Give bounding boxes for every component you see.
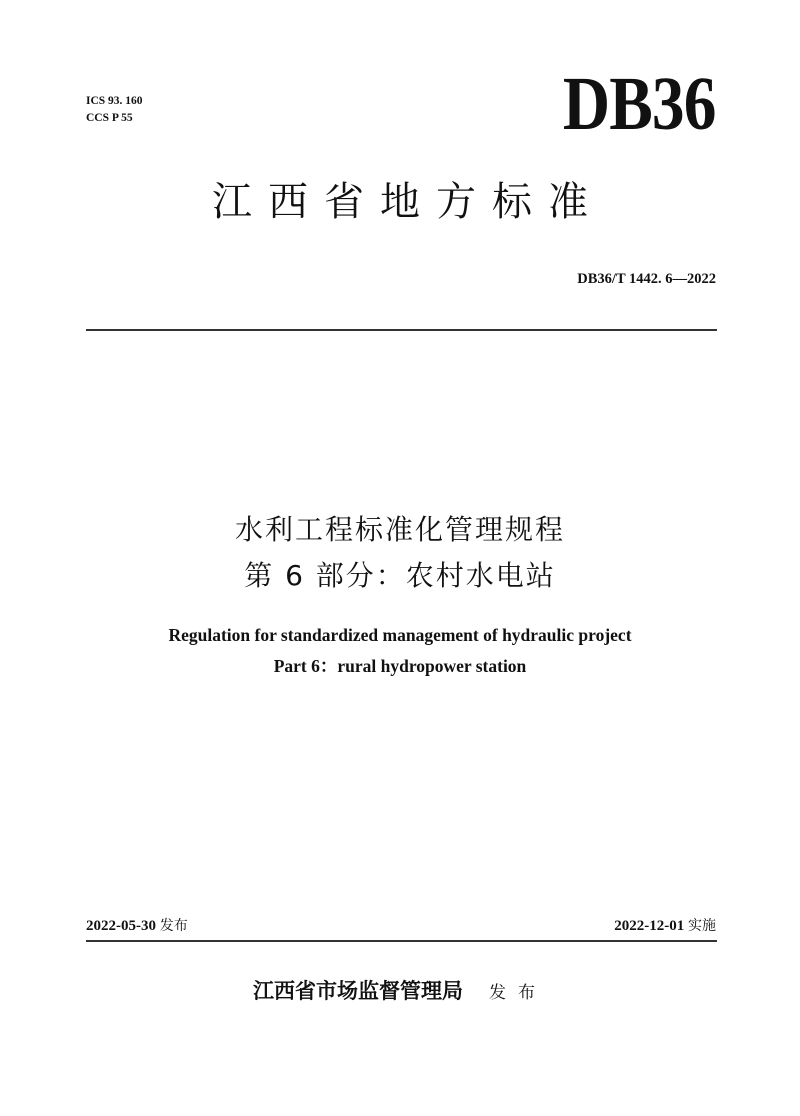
issuer-name: 江西省市场监督管理局 [253, 979, 463, 1003]
bottom-divider [86, 940, 717, 942]
english-title-line2: Part 6：rural hydropower station [273, 656, 527, 676]
ccs-code: CCS P 55 [86, 112, 133, 124]
english-title-line1: Regulation for standardized management of hydraulic project [168, 625, 632, 645]
top-divider [86, 329, 717, 331]
standard-number: DB36/T 1442. 6—2022 [577, 271, 716, 287]
effective-date-value: 2022-12-01 [614, 918, 685, 934]
chinese-title-line1: 水利工程标准化管理规程 [234, 513, 565, 546]
issue-date-label: 发布 [159, 918, 188, 934]
issue-date-value: 2022-05-30 [86, 918, 156, 934]
standard-code-mark: DB36 [563, 62, 716, 146]
classification-codes [86, 93, 143, 127]
standard-category-title: 江西省地方标准 [212, 179, 604, 225]
issuer-line [0, 975, 800, 1005]
effective-date-label: 实施 [688, 918, 716, 934]
publish-label: 发布 [489, 983, 547, 1003]
effective-date [614, 915, 716, 935]
chinese-title-line2: 第 6 部分：农村水电站 [244, 559, 556, 592]
ics-code: ICS 93. 160 [86, 95, 143, 107]
issue-date [86, 915, 188, 935]
